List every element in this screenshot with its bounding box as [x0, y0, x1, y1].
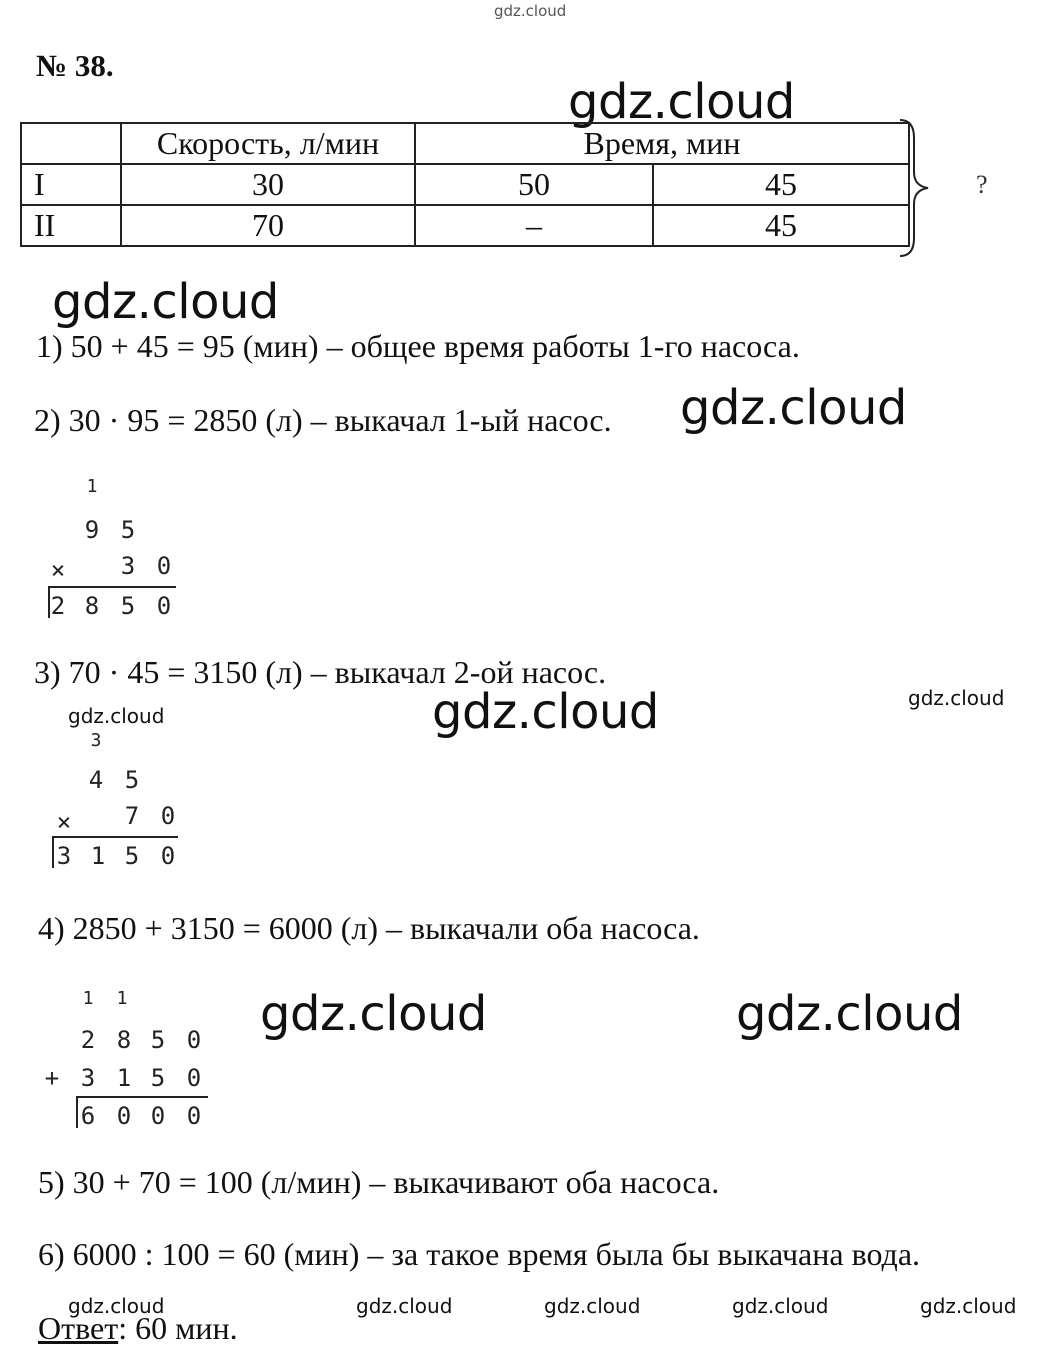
- digit: 0: [150, 1102, 166, 1130]
- digit: 5: [150, 1064, 166, 1092]
- table-cell-time: 50: [415, 164, 653, 205]
- column-multiplication-2: [52, 730, 192, 880]
- answer-label: Ответ: [38, 1310, 119, 1346]
- curly-brace-icon: [896, 116, 936, 260]
- digit: 8: [116, 1026, 132, 1054]
- table-cell-label: II: [21, 205, 121, 246]
- column-addition: [42, 988, 222, 1138]
- digit: 0: [186, 1064, 202, 1092]
- table-cell-speed: 70: [121, 205, 415, 246]
- watermark: gdz.cloud: [920, 1294, 1017, 1318]
- digit: 0: [156, 552, 172, 580]
- table-cell-label: I: [21, 164, 121, 205]
- digit: 3: [80, 1064, 96, 1092]
- step-4: 4) 2850 + 3150 = 6000 (л) – выкачали оба насоса.: [38, 910, 700, 946]
- table-cell-time: –: [415, 205, 653, 246]
- watermark: gdz.cloud: [68, 1294, 165, 1318]
- question-mark: ?: [976, 170, 988, 199]
- table-header-cell: Скорость, л/мин: [121, 123, 415, 164]
- table-row: [21, 164, 909, 205]
- carry-digit: 1: [86, 476, 98, 497]
- table-cell-time: 45: [653, 164, 909, 205]
- watermark: gdz.cloud: [52, 274, 279, 330]
- digit: 0: [156, 592, 172, 620]
- digit: 2: [80, 1026, 96, 1054]
- table-cell-speed: 30: [121, 164, 415, 205]
- result-line: [48, 586, 176, 588]
- step-3: 3) 70 · 45 = 3150 (л) – выкачал 2-ой насос.: [34, 654, 607, 690]
- watermark: gdz.cloud: [732, 1294, 829, 1318]
- table-header-cell: Время, мин: [415, 123, 909, 164]
- watermark: gdz.cloud: [544, 1294, 641, 1318]
- digit: 5: [150, 1026, 166, 1054]
- carry-digit: 3: [90, 730, 102, 751]
- operator: ×: [50, 556, 66, 584]
- carry-digit: 1: [82, 988, 94, 1009]
- watermark: gdz.cloud: [432, 684, 659, 740]
- carry-digit: 1: [116, 988, 128, 1009]
- digit: 0: [116, 1102, 132, 1130]
- digit: 1: [90, 842, 106, 870]
- watermark: gdz.cloud: [68, 704, 165, 728]
- step-2: 2) 30 · 95 = 2850 (л) – выкачал 1-ый насос.: [34, 402, 612, 438]
- operator: ×: [56, 808, 72, 836]
- watermark-top: gdz.cloud: [494, 2, 567, 20]
- watermark: gdz.cloud: [260, 986, 487, 1042]
- digit: 5: [124, 842, 140, 870]
- table-cell-time: 45: [653, 205, 909, 246]
- digit: 7: [124, 802, 140, 830]
- digit: 8: [84, 592, 100, 620]
- digit: 9: [84, 516, 100, 544]
- answer-value: : 60 мин.: [118, 1310, 238, 1346]
- table-row: [21, 205, 909, 246]
- digit: 2: [50, 592, 66, 620]
- digit: 4: [88, 766, 104, 794]
- watermark: gdz.cloud: [568, 74, 795, 130]
- digit: 6: [80, 1102, 96, 1130]
- result-line: [52, 836, 178, 838]
- digit: 5: [124, 766, 140, 794]
- data-table: [20, 122, 910, 247]
- watermark: gdz.cloud: [736, 986, 963, 1042]
- watermark: gdz.cloud: [680, 380, 907, 436]
- watermark: gdz.cloud: [356, 1294, 453, 1318]
- digit: 1: [116, 1064, 132, 1092]
- digit: 0: [186, 1102, 202, 1130]
- result-line: [76, 1096, 208, 1098]
- digit: 5: [120, 592, 136, 620]
- answer: [38, 1310, 238, 1347]
- step-1: 1) 50 + 45 = 95 (мин) – общее время работы 1-го насоса.: [36, 328, 800, 364]
- watermark: gdz.cloud: [908, 686, 1005, 710]
- step-6: 6) 6000 : 100 = 60 (мин) – за такое время была бы выкачана вода.: [38, 1236, 921, 1272]
- digit: 3: [56, 842, 72, 870]
- digit: 3: [120, 552, 136, 580]
- table-header-cell: [21, 123, 121, 164]
- problem-number: № 38.: [36, 48, 114, 83]
- digit: 0: [160, 842, 176, 870]
- digit: 0: [160, 802, 176, 830]
- digit: 0: [186, 1026, 202, 1054]
- table-header-row: [21, 123, 909, 164]
- digit: 5: [120, 516, 136, 544]
- column-multiplication-1: [48, 476, 188, 626]
- operator: +: [44, 1064, 60, 1092]
- step-5: 5) 30 + 70 = 100 (л/мин) – выкачивают оба насоса.: [38, 1164, 720, 1200]
